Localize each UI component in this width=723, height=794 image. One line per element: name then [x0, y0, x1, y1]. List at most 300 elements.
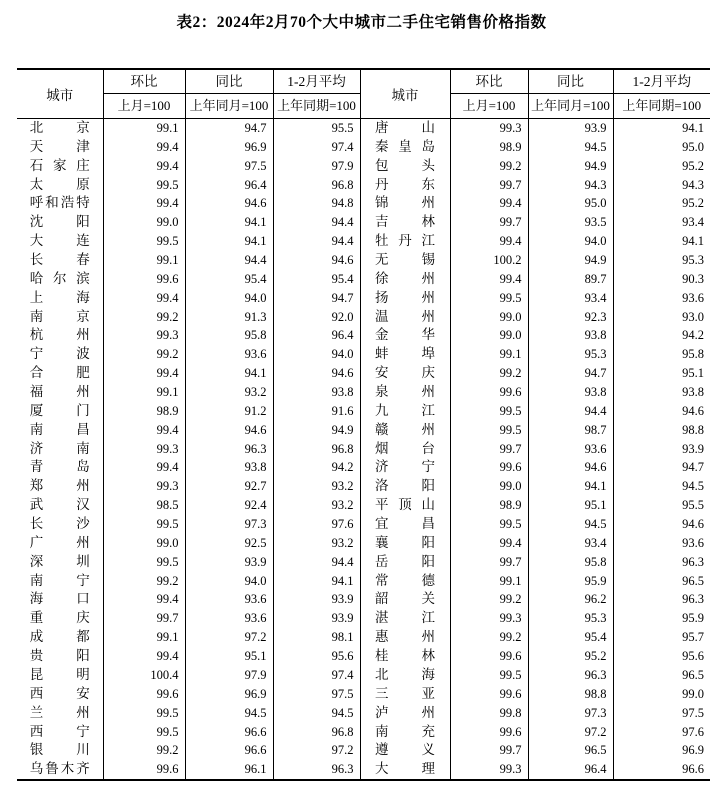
- table-title: 表2：2024年2月70个大中城市二手住宅销售价格指数: [176, 14, 547, 31]
- avg-value: 94.2: [273, 458, 360, 477]
- city-name: 沈 阳: [29, 214, 90, 230]
- city-name: 包 头: [375, 157, 435, 173]
- avg-value: 98.8: [682, 422, 704, 437]
- avg-value: 93.9: [273, 590, 360, 609]
- mom-value: 99.1: [103, 628, 185, 647]
- avg-value: 96.8: [273, 176, 360, 195]
- city-cell: [360, 251, 450, 270]
- avg-value: 96.5: [682, 573, 704, 588]
- city-name: 泉 州: [375, 384, 435, 400]
- city-cell: [17, 194, 103, 213]
- mom-value: 99.2: [450, 157, 528, 176]
- city-cell: [17, 383, 103, 402]
- mom-value: 99.5: [450, 402, 528, 421]
- mom-value: 99.5: [103, 515, 185, 534]
- avg-value: 95.3: [682, 253, 704, 268]
- table-row: [17, 666, 710, 685]
- city-cell: [17, 628, 103, 647]
- city-cell: [17, 326, 103, 345]
- city-name: 南 充: [375, 723, 435, 739]
- yoy-value: 96.3: [528, 666, 613, 685]
- avg-value: 93.6: [682, 535, 704, 550]
- yoy-value: 97.3: [528, 704, 613, 723]
- city-name: 安 庆: [375, 365, 435, 381]
- avg-value: 95.5: [273, 119, 360, 138]
- yoy-value: 89.7: [528, 270, 613, 289]
- table-header: [17, 69, 710, 119]
- city-name: 贵 阳: [29, 648, 90, 664]
- avg-value: 97.4: [273, 138, 360, 157]
- city-cell: [360, 119, 450, 138]
- avg-value: 95.4: [273, 270, 360, 289]
- city-cell: [360, 477, 450, 496]
- city-cell: [360, 572, 450, 591]
- avg-value: 94.2: [682, 328, 704, 343]
- yoy-value: 94.0: [185, 289, 273, 308]
- yoy-value: 93.9: [185, 553, 273, 572]
- mom-value: 99.6: [103, 685, 185, 704]
- city-name: 北 京: [29, 120, 90, 135]
- table-row: [17, 647, 710, 666]
- avg-value: 94.4: [273, 213, 360, 232]
- city-cell: [17, 421, 103, 440]
- avg-value: 95.5: [682, 498, 704, 513]
- city-name: 北 海: [375, 666, 435, 682]
- avg-value: 94.6: [682, 517, 704, 532]
- yoy-value: 93.8: [528, 383, 613, 402]
- mom-value: 100.2: [450, 251, 528, 270]
- header-mom-base-right: 上月=100: [450, 94, 528, 119]
- table-row: [17, 534, 710, 553]
- yoy-value: 94.7: [185, 119, 273, 138]
- city-name: 广 州: [29, 534, 90, 550]
- mom-value: 99.0: [450, 477, 528, 496]
- yoy-value: 97.3: [185, 515, 273, 534]
- yoy-value: 95.4: [185, 270, 273, 289]
- avg-value: 96.6: [682, 762, 704, 777]
- mom-value: 99.2: [103, 741, 185, 760]
- yoy-value: 97.9: [185, 666, 273, 685]
- avg-value: 97.2: [273, 741, 360, 760]
- mom-value: 99.3: [103, 326, 185, 345]
- avg-value: 94.1: [273, 572, 360, 591]
- mom-value: 99.4: [103, 194, 185, 213]
- city-name: 长 春: [29, 252, 90, 268]
- avg-value: 96.4: [273, 326, 360, 345]
- city-name: 南 京: [29, 308, 90, 324]
- city-name: 济 宁: [375, 459, 435, 475]
- yoy-value: 95.2: [528, 647, 613, 666]
- avg-value: 97.6: [273, 515, 360, 534]
- city-cell: [360, 308, 450, 327]
- header-yoy-base-left: 上年同月=100: [185, 94, 273, 119]
- table-body: [17, 119, 710, 781]
- avg-value: 93.2: [273, 496, 360, 515]
- city-cell: [360, 213, 450, 232]
- avg-value: 97.5: [682, 705, 704, 720]
- mom-value: 99.4: [103, 364, 185, 383]
- header-mom-base-left: 上月=100: [103, 94, 185, 119]
- city-cell: [17, 157, 103, 176]
- table-row: [17, 176, 710, 195]
- city-name: 呼 和 浩 特: [29, 195, 90, 211]
- mom-value: 99.2: [103, 572, 185, 591]
- table-row: [17, 232, 710, 251]
- mom-value: 99.7: [450, 553, 528, 572]
- city-name: 福 州: [29, 384, 90, 400]
- price-index-table: [17, 68, 710, 781]
- city-name: 杭 州: [29, 327, 90, 343]
- avg-value: 94.0: [273, 345, 360, 364]
- city-name: 西 安: [29, 685, 90, 701]
- city-cell: [360, 383, 450, 402]
- city-name: 青 岛: [29, 459, 90, 475]
- avg-value: 94.5: [273, 704, 360, 723]
- yoy-value: 94.0: [528, 232, 613, 251]
- yoy-value: 94.0: [185, 572, 273, 591]
- city-cell: [17, 760, 103, 780]
- city-cell: [360, 741, 450, 760]
- mom-value: 99.6: [450, 458, 528, 477]
- header-row-top: [17, 69, 710, 94]
- header-yoy-base-right: 上年同月=100: [528, 94, 613, 119]
- yoy-value: 93.5: [528, 213, 613, 232]
- city-name: 惠 州: [375, 629, 435, 645]
- table-row: [17, 477, 710, 496]
- city-cell: [360, 666, 450, 685]
- city-cell: [17, 440, 103, 459]
- city-name: 金 华: [375, 327, 435, 343]
- city-name: 厦 门: [29, 402, 90, 418]
- mom-value: 99.7: [450, 741, 528, 760]
- avg-value: 95.7: [682, 630, 704, 645]
- avg-value: 96.8: [273, 723, 360, 742]
- table-row: [17, 515, 710, 534]
- avg-value: 98.1: [273, 628, 360, 647]
- city-name: 牡 丹 江: [375, 233, 435, 249]
- table-row: [17, 553, 710, 572]
- city-cell: [360, 232, 450, 251]
- header-mom-right: 环比: [450, 69, 528, 94]
- table-row: [17, 590, 710, 609]
- table-row: [17, 119, 710, 138]
- city-cell: [17, 741, 103, 760]
- yoy-value: 96.4: [528, 760, 613, 780]
- city-name: 上 海: [29, 289, 90, 305]
- city-name: 徐 州: [375, 270, 435, 286]
- city-name: 泸 州: [375, 704, 435, 720]
- mom-value: 99.6: [450, 685, 528, 704]
- yoy-value: 94.1: [185, 232, 273, 251]
- header-avg-right: 1-2月平均: [613, 69, 710, 94]
- avg-value: 94.6: [682, 403, 704, 418]
- yoy-value: 94.7: [528, 364, 613, 383]
- avg-value: 93.2: [273, 534, 360, 553]
- avg-value: 94.4: [273, 553, 360, 572]
- yoy-value: 96.1: [185, 760, 273, 780]
- city-cell: [17, 553, 103, 572]
- city-cell: [17, 496, 103, 515]
- yoy-value: 94.5: [528, 515, 613, 534]
- mom-value: 99.1: [450, 345, 528, 364]
- avg-value: 96.5: [682, 667, 704, 682]
- table-row: [17, 609, 710, 628]
- mom-value: 99.7: [450, 213, 528, 232]
- yoy-value: 94.9: [528, 251, 613, 270]
- yoy-value: 96.4: [185, 176, 273, 195]
- mom-value: 99.7: [450, 176, 528, 195]
- city-cell: [17, 458, 103, 477]
- table-row: [17, 194, 710, 213]
- city-cell: [17, 534, 103, 553]
- avg-value: 96.9: [682, 743, 704, 758]
- city-cell: [360, 609, 450, 628]
- city-name: 三 亚: [375, 685, 435, 701]
- avg-value: 97.9: [273, 157, 360, 176]
- city-name: 海 口: [29, 591, 90, 607]
- city-name: 大 理: [375, 761, 435, 777]
- mom-value: 98.5: [103, 496, 185, 515]
- mom-value: 99.0: [103, 213, 185, 232]
- avg-value: 94.6: [273, 251, 360, 270]
- city-cell: [360, 723, 450, 742]
- yoy-value: 95.3: [528, 345, 613, 364]
- city-name: 烟 台: [375, 440, 435, 456]
- yoy-value: 94.1: [185, 364, 273, 383]
- city-cell: [17, 704, 103, 723]
- yoy-value: 92.5: [185, 534, 273, 553]
- city-cell: [17, 477, 103, 496]
- yoy-value: 92.3: [528, 308, 613, 327]
- avg-value: 96.8: [273, 440, 360, 459]
- yoy-value: 93.4: [528, 534, 613, 553]
- table-row: [17, 270, 710, 289]
- mom-value: 99.4: [103, 289, 185, 308]
- city-name: 宜 昌: [375, 516, 435, 532]
- city-name: 哈 尔 滨: [29, 270, 90, 286]
- yoy-value: 96.3: [185, 440, 273, 459]
- city-cell: [17, 666, 103, 685]
- avg-value: 93.8: [273, 383, 360, 402]
- table-row: [17, 402, 710, 421]
- city-name: 重 庆: [29, 610, 90, 626]
- yoy-value: 91.3: [185, 308, 273, 327]
- mom-value: 99.4: [103, 157, 185, 176]
- table-row: [17, 496, 710, 515]
- yoy-value: 95.0: [528, 194, 613, 213]
- city-cell: [17, 572, 103, 591]
- table-row: [17, 760, 710, 780]
- mom-value: 99.2: [450, 364, 528, 383]
- avg-value: 93.2: [273, 477, 360, 496]
- mom-value: 99.5: [103, 553, 185, 572]
- yoy-value: 94.1: [528, 477, 613, 496]
- yoy-value: 96.6: [185, 723, 273, 742]
- yoy-value: 94.3: [528, 176, 613, 195]
- city-cell: [360, 402, 450, 421]
- yoy-value: 95.1: [528, 496, 613, 515]
- city-cell: [360, 326, 450, 345]
- table-row: [17, 704, 710, 723]
- yoy-value: 95.8: [528, 553, 613, 572]
- yoy-value: 97.5: [185, 157, 273, 176]
- yoy-value: 93.8: [185, 458, 273, 477]
- city-cell: [17, 270, 103, 289]
- yoy-value: 95.9: [528, 572, 613, 591]
- avg-value: 96.3: [273, 760, 360, 780]
- city-cell: [360, 345, 450, 364]
- header-yoy-right: 同比: [528, 69, 613, 94]
- avg-value: 96.3: [682, 554, 704, 569]
- city-name: 宁 波: [29, 346, 90, 362]
- table-row: [17, 364, 710, 383]
- avg-value: 95.2: [682, 158, 704, 173]
- city-name: 吉 林: [375, 214, 435, 230]
- mom-value: 99.5: [450, 666, 528, 685]
- yoy-value: 96.5: [528, 741, 613, 760]
- city-cell: [17, 647, 103, 666]
- city-cell: [17, 232, 103, 251]
- city-cell: [17, 213, 103, 232]
- city-name: 唐 山: [375, 120, 435, 135]
- yoy-value: 91.2: [185, 402, 273, 421]
- city-cell: [360, 553, 450, 572]
- header-city-left: 城市: [17, 69, 103, 119]
- city-cell: [360, 647, 450, 666]
- city-cell: [360, 364, 450, 383]
- city-cell: [17, 138, 103, 157]
- mom-value: 99.5: [450, 421, 528, 440]
- city-cell: [17, 176, 103, 195]
- mom-value: 99.3: [450, 760, 528, 780]
- yoy-value: 95.8: [185, 326, 273, 345]
- avg-value: 94.1: [682, 121, 704, 135]
- city-cell: [360, 760, 450, 780]
- city-cell: [360, 289, 450, 308]
- mom-value: 99.2: [450, 628, 528, 647]
- city-name: 郑 州: [29, 478, 90, 494]
- city-cell: [360, 496, 450, 515]
- table-row: [17, 345, 710, 364]
- city-name: 太 原: [29, 176, 90, 192]
- avg-value: 93.0: [682, 309, 704, 324]
- mom-value: 99.1: [103, 119, 185, 138]
- city-name: 赣 州: [375, 421, 435, 437]
- city-cell: [17, 119, 103, 138]
- city-cell: [360, 194, 450, 213]
- mom-value: 99.6: [450, 723, 528, 742]
- mom-value: 99.6: [103, 270, 185, 289]
- city-cell: [17, 364, 103, 383]
- table-row: [17, 421, 710, 440]
- city-name: 平 顶 山: [375, 497, 435, 513]
- table-row: [17, 572, 710, 591]
- city-cell: [360, 534, 450, 553]
- mom-value: 99.5: [103, 232, 185, 251]
- mom-value: 99.2: [450, 590, 528, 609]
- avg-value: 95.9: [682, 611, 704, 626]
- city-cell: [17, 345, 103, 364]
- mom-value: 99.5: [103, 723, 185, 742]
- city-cell: [360, 458, 450, 477]
- avg-value: 95.8: [682, 347, 704, 362]
- city-cell: [360, 704, 450, 723]
- yoy-value: 92.7: [185, 477, 273, 496]
- header-avg-base-left: 上年同期=100: [273, 94, 360, 119]
- avg-value: 93.8: [682, 385, 704, 400]
- mom-value: 99.7: [450, 440, 528, 459]
- mom-value: 99.0: [450, 308, 528, 327]
- city-cell: [360, 685, 450, 704]
- mom-value: 99.6: [450, 383, 528, 402]
- mom-value: 98.9: [450, 496, 528, 515]
- mom-value: 99.4: [450, 534, 528, 553]
- table-row: [17, 458, 710, 477]
- yoy-value: 97.2: [185, 628, 273, 647]
- city-name: 湛 江: [375, 610, 435, 626]
- mom-value: 99.5: [450, 289, 528, 308]
- city-name: 合 肥: [29, 365, 90, 381]
- city-name: 银 川: [29, 742, 90, 758]
- table-row: [17, 326, 710, 345]
- yoy-value: 93.6: [185, 590, 273, 609]
- table-row: [17, 628, 710, 647]
- city-name: 乌 鲁 木 齐: [29, 761, 90, 777]
- city-cell: [17, 609, 103, 628]
- yoy-value: 95.1: [185, 647, 273, 666]
- avg-value: 96.3: [682, 592, 704, 607]
- city-name: 成 都: [29, 629, 90, 645]
- city-name: 常 德: [375, 572, 435, 588]
- mom-value: 99.1: [450, 572, 528, 591]
- avg-value: 95.0: [682, 139, 704, 154]
- city-cell: [17, 685, 103, 704]
- avg-value: 94.8: [273, 194, 360, 213]
- table-row: [17, 723, 710, 742]
- mom-value: 98.9: [103, 402, 185, 421]
- city-name: 无 锡: [375, 252, 435, 268]
- city-name: 昆 明: [29, 666, 90, 682]
- yoy-value: 94.5: [528, 138, 613, 157]
- yoy-value: 96.9: [185, 685, 273, 704]
- mom-value: 99.5: [450, 515, 528, 534]
- mom-value: 100.4: [103, 666, 185, 685]
- city-name: 深 圳: [29, 553, 90, 569]
- yoy-value: 93.4: [528, 289, 613, 308]
- city-cell: [360, 270, 450, 289]
- city-name: 长 沙: [29, 516, 90, 532]
- avg-value: 90.3: [682, 271, 704, 286]
- avg-value: 92.0: [273, 308, 360, 327]
- mom-value: 99.7: [103, 609, 185, 628]
- mom-value: 99.3: [450, 119, 528, 138]
- yoy-value: 97.2: [528, 723, 613, 742]
- avg-value: 93.9: [682, 441, 704, 456]
- avg-value: 94.7: [682, 460, 704, 475]
- yoy-value: 95.3: [528, 609, 613, 628]
- mom-value: 99.5: [103, 176, 185, 195]
- avg-value: 91.6: [273, 402, 360, 421]
- city-name: 兰 州: [29, 704, 90, 720]
- table-row: [17, 213, 710, 232]
- avg-value: 93.4: [682, 215, 704, 230]
- city-cell: [360, 515, 450, 534]
- mom-value: 99.8: [450, 704, 528, 723]
- mom-value: 99.0: [450, 326, 528, 345]
- mom-value: 99.5: [103, 704, 185, 723]
- city-name: 九 江: [375, 402, 435, 418]
- city-name: 南 宁: [29, 572, 90, 588]
